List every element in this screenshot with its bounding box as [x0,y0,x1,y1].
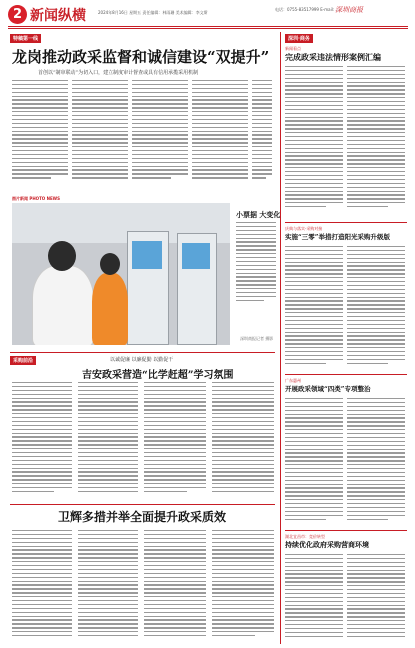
news-photo [12,203,230,345]
bottom-headline: 卫辉多措并举全面提升政采质效 [58,510,227,524]
article1-col-1 [285,66,343,216]
bottom-col-4 [212,530,274,642]
article4-kicker: 湖北宜昌市：竞价转型 [285,534,325,539]
middle-rule [10,352,275,353]
article1-headline: 完成政采违法情形案例汇编 [285,52,381,62]
article2-col-2 [347,246,405,368]
masthead-logo: 深圳商报 [335,6,363,14]
middle-lead: 以诚促廉 以廉促勤 以勤促干 [110,357,174,363]
side-title: 小票据 大变化 [236,210,281,219]
article2-col-1 [285,246,343,368]
page-label: 电话：0755-83517999 E-mail: ... [275,7,340,12]
article3-kicker: 广东惠州 [285,378,301,383]
middle-col-2 [78,382,138,496]
article1-kicker: 新闻看点 [285,46,301,51]
article3-col-1 [285,398,343,524]
right-rule-3 [285,530,407,531]
article4-col-1 [285,554,343,642]
main-col-2 [72,80,128,184]
main-col-3 [132,80,188,184]
main-tag: 特稿第一线 [10,34,41,43]
photo-news-label: 图片新闻 PHOTO NEWS [12,196,60,201]
header-rule [8,26,408,27]
main-col-4 [192,80,248,184]
article4-col-2 [347,554,405,642]
right-tag: 深圳·商务 [285,34,313,43]
column-divider [280,32,281,644]
section-name: 新闻纵横 [30,8,86,24]
article4-headline: 持续优化政府采购营商环境 [285,540,369,549]
main-col-5 [252,80,272,184]
issue-line: 2024年8月16日 星期五 责任编辑：林雨珊 美术编辑：李文斯 [98,10,208,15]
article2-kicker: 庆典与落实·采购对接 [285,226,323,231]
article3-headline: 开展政采领域“四类”专项整治 [285,385,371,393]
article3-col-2 [347,398,405,524]
middle-col-1 [12,382,72,496]
side-credit: 深圳商报记者 摄影 [240,336,274,341]
bottom-col-3 [144,530,206,642]
article1-col-2 [347,66,405,216]
middle-tag: 采购前沿 [10,356,36,365]
middle-col-3 [144,382,206,496]
right-rule-1 [285,222,407,223]
bottom-rule [10,504,275,505]
middle-col-4 [212,382,274,496]
right-rule-2 [285,374,407,375]
middle-headline: 吉安政采营造“比学赶超”学习氛围 [82,370,234,381]
main-headline: 龙岗推动政采监督和诚信建设“双提升” [12,48,270,66]
header-rule-2 [8,28,408,29]
bottom-col-1 [12,530,72,642]
main-col-1 [12,80,68,184]
main-subhead: 首创以“制审联动”为切入口，建立制度审计督查或具有信用承揽采用机制 [38,70,199,76]
page-number-badge: 2 [8,5,27,24]
bottom-col-2 [78,530,138,642]
article2-headline: 实施“三零”举措打造阳光采购升级版 [285,233,390,241]
side-text [236,222,276,306]
